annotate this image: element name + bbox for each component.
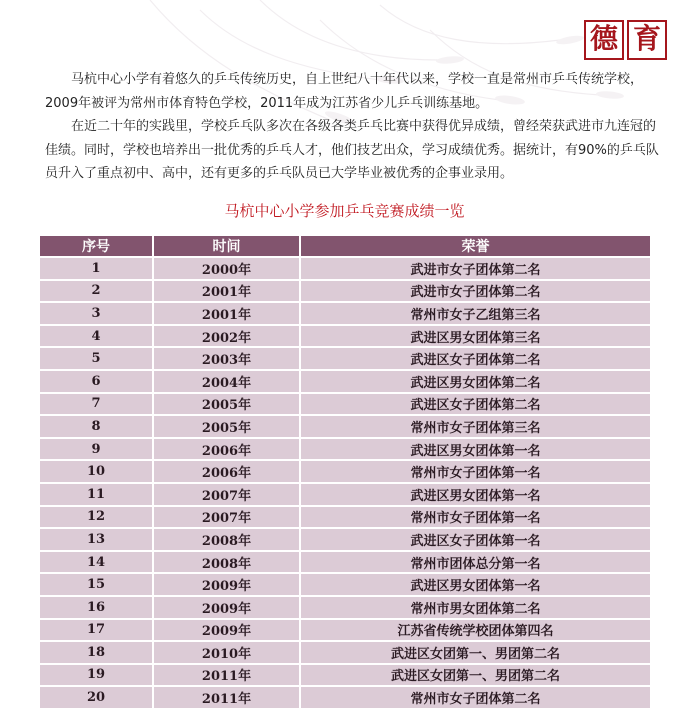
moral-education-badge [584,20,667,60]
row-honor: 武进区男女团体第一名 [300,438,650,461]
row-index: 2 [40,280,153,303]
row-honor: 武进市女子团体第二名 [300,280,650,303]
table-row [40,483,650,506]
row-index: 17 [40,619,153,642]
row-index: 1 [40,257,153,280]
row-year: 2008年 [153,528,300,551]
row-honor: 常州市女子团体第三名 [300,415,650,438]
row-year: 2001年 [153,302,300,325]
row-year: 2005年 [153,393,300,416]
row-year: 2011年 [153,664,300,687]
row-year: 2002年 [153,325,300,348]
row-index: 10 [40,460,153,483]
table-row [40,528,650,551]
row-honor: 武进区男女团体第二名 [300,370,650,393]
row-index: 12 [40,506,153,529]
table-row [40,415,650,438]
table-row [40,370,650,393]
table-row [40,664,650,687]
badge-char: 育 [627,20,667,60]
row-year: 2004年 [153,370,300,393]
row-honor: 武进区男女团体第三名 [300,325,650,348]
row-honor: 武进区女子团体第一名 [300,528,650,551]
intro-paragraph: 在近二十年的实践里，学校乒乓队多次在各级各类乒乓比赛中获得优异成绩，曾经荣获武进市九连冠的佳绩。同时，学校也培养出一批优秀的乒乓人才，他们技艺出众，学习成绩优秀。据统计，有90%的乒乓队员升入了重点初中、高中，还有更多的乒乓队员已大学毕业被优秀的企事业录用。 [45,119,659,181]
row-index: 15 [40,573,153,596]
row-year: 2007年 [153,506,300,529]
table-row [40,460,650,483]
row-honor: 武进区女子团体第二名 [300,393,650,416]
row-index: 11 [40,483,153,506]
table-row [40,257,650,280]
row-index: 3 [40,302,153,325]
row-honor: 常州市女子团体第一名 [300,460,650,483]
table-row [40,347,650,370]
table-row [40,573,650,596]
column-header-honor: 荣誉 [300,236,650,257]
row-index: 16 [40,596,153,619]
table-row [40,302,650,325]
row-index: 8 [40,415,153,438]
row-honor: 武进区男女团体第一名 [300,483,650,506]
row-honor: 武进市女子团体第二名 [300,257,650,280]
column-header-index: 序号 [40,236,153,257]
results-table [40,236,650,708]
row-index: 6 [40,370,153,393]
row-index: 19 [40,664,153,687]
table-header-row [40,236,650,257]
row-index: 18 [40,641,153,664]
table-row [40,686,650,708]
row-honor: 武进区男女团体第一名 [300,573,650,596]
intro-text [45,68,665,186]
row-year: 2011年 [153,686,300,708]
row-honor: 常州市女子乙组第三名 [300,302,650,325]
row-honor: 武进区女团第一、男团第二名 [300,641,650,664]
table-row [40,551,650,574]
table-row [40,438,650,461]
row-year: 2009年 [153,619,300,642]
row-honor: 常州市女子团体第一名 [300,506,650,529]
table-row [40,641,650,664]
table-body [40,257,650,708]
row-honor: 武进区女团第一、男团第二名 [300,664,650,687]
badge-char: 德 [584,20,624,60]
row-year: 2009年 [153,596,300,619]
row-index: 4 [40,325,153,348]
table-row [40,325,650,348]
row-year: 2008年 [153,551,300,574]
column-header-time: 时间 [153,236,300,257]
row-year: 2001年 [153,280,300,303]
table-title: 马杭中心小学参加乒乓竞赛成绩一览 [224,202,465,220]
intro-paragraph: 马杭中心小学有着悠久的乒乓传统历史，自上世纪八十年代以来，学校一直是常州市乒乓传统学校，2009年被评为常州市体育特色学校，2011年成为江苏省少儿乒乓训练基地。 [45,72,644,111]
row-index: 13 [40,528,153,551]
row-honor: 常州市男女团体第二名 [300,596,650,619]
table-row [40,619,650,642]
row-year: 2006年 [153,460,300,483]
row-honor: 江苏省传统学校团体第四名 [300,619,650,642]
row-index: 20 [40,686,153,708]
row-year: 2005年 [153,415,300,438]
row-year: 2006年 [153,438,300,461]
row-year: 2007年 [153,483,300,506]
row-index: 9 [40,438,153,461]
row-year: 2010年 [153,641,300,664]
table-row [40,280,650,303]
table-row [40,506,650,529]
row-year: 2000年 [153,257,300,280]
table-row [40,596,650,619]
row-index: 5 [40,347,153,370]
row-index: 14 [40,551,153,574]
row-index: 7 [40,393,153,416]
table-row [40,393,650,416]
row-year: 2009年 [153,573,300,596]
row-honor: 武进区女子团体第二名 [300,347,650,370]
row-honor: 常州市女子团体第二名 [300,686,650,708]
row-year: 2003年 [153,347,300,370]
row-honor: 常州市团体总分第一名 [300,551,650,574]
